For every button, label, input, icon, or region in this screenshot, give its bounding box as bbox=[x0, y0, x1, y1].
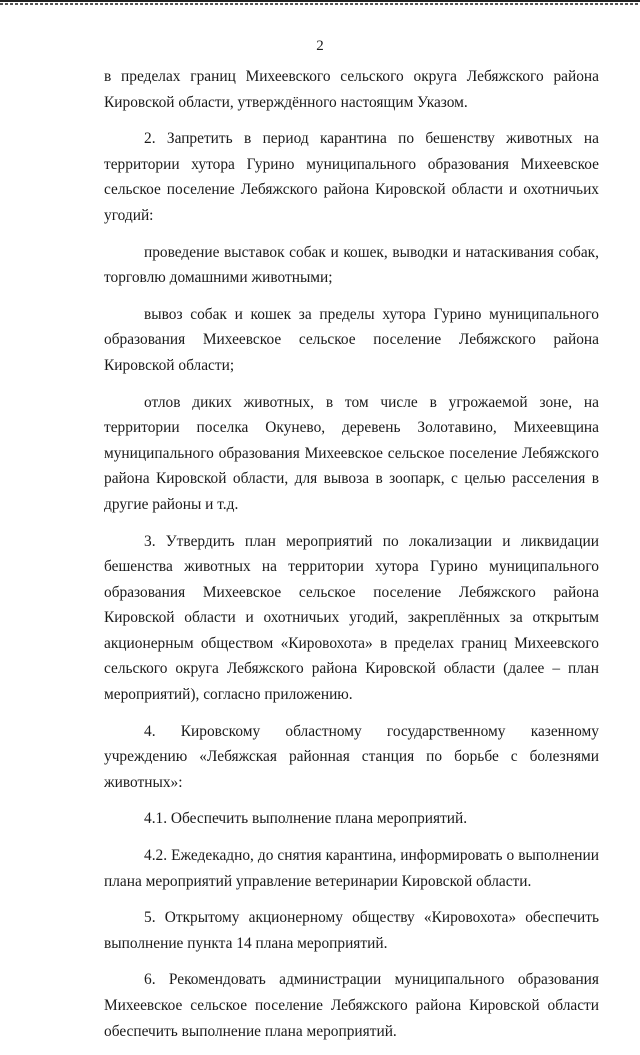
paragraph-item-4-1: 4.1. Обеспечить выполнение плана мероприятий. bbox=[144, 810, 468, 828]
page-number: 2 bbox=[316, 38, 324, 54]
document-body bbox=[104, 64, 599, 1055]
scan-top-edge bbox=[0, 0, 640, 9]
paragraph-sub-exhibitions: проведение выставок собак и кошек, выводки и натаскивания собак, торговлю домашними животными; bbox=[104, 243, 599, 287]
paragraph-item-5: 5. Открытому акционерному обществу «Кировохота» обеспечить выполнение пункта 14 плана мероприятий. bbox=[104, 909, 599, 952]
paragraph-item-4: 4. Кировскому областному государственному казенному учреждению «Лебяжская районная станция по борьбе с болезнями животных»: bbox=[104, 722, 599, 791]
paragraph-sub-export: вывоз собак и кошек за пределы хутора Гурино муниципального образования Михеевское сельское поселение Лебяжского района Кировской области; bbox=[104, 305, 599, 374]
paragraph-item-2: 2. Запретить в период карантина по бешенству животных на территории хутора Гурино муниципального образования Михеевское сельское поселение Лебяжского района Кировской области и охотничьих угодий: bbox=[104, 130, 599, 224]
paragraph-continuation: в пределах границ Михеевского сельского округа Лебяжского района Кировской области, утверждённого настоящим Указом. bbox=[104, 68, 599, 111]
paragraph-item-3: 3. Утвердить план мероприятий по локализации и ликвидации бешенства животных на территории хутора Гурино муниципального образования Михеевское сельское поселение Лебяжского района Кировской области и охотничьих угодий, закреплённых за открытым акционерным обществом «Кировохота» в пределах границ Михеевского сельского округа Лебяжского района Кировской области (далее – план мероприятий), согласно приложению. bbox=[104, 532, 599, 704]
paragraph-item-4-2: 4.2. Ежедекадно, до снятия карантина, информировать о выполнении плана мероприятий управление ветеринарии Кировской области. bbox=[104, 847, 599, 890]
paragraph-item-6: 6. Рекомендовать администрации муниципального образования Михеевское сельское поселение Лебяжского района Кировской области обеспечить выполнение плана мероприятий. bbox=[104, 971, 599, 1040]
paragraph-sub-capture: отлов диких животных, в том числе в угрожаемой зоне, на территории поселка Окунево, деревень Золотавино, Михеевщина муниципального образования Михеевское сельское поселение Лебяжского района Кировской области, для вывоза в зоопарк, с целью расселения в другие районы и т.д. bbox=[104, 393, 599, 513]
